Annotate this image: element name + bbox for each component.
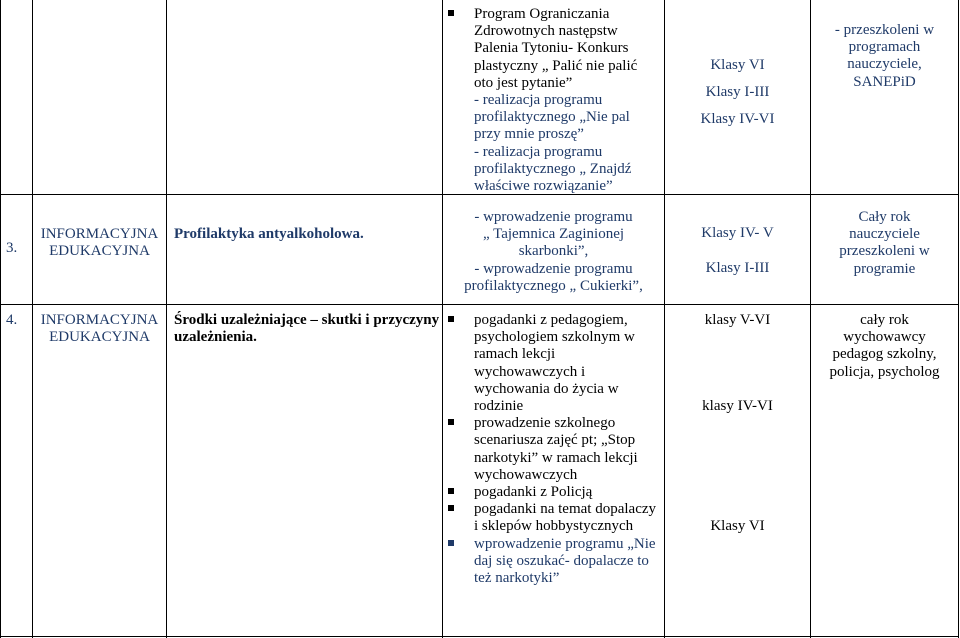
row4-area: INFORMACYJNA EDUKACYJNA [40, 312, 159, 346]
classes-cell-line: Klasy IV-VI [700, 111, 775, 127]
column-divider [166, 0, 167, 638]
row3-responsible: Cały rok nauczyciele przeszkoleni w programie [839, 209, 930, 277]
task-list [448, 312, 662, 587]
classes-cell-line: Klasy I-III [705, 84, 770, 100]
task-item: pogadanki na temat dopalaczy i sklepów hobbystycznych [448, 501, 662, 535]
top-row-responsible: - przeszkoleni w programach nauczyciele, SANEPiD [834, 22, 935, 90]
row-divider [0, 304, 959, 305]
square-bullet-icon [448, 10, 454, 16]
row3-tasks: - wprowadzenie programu „ Tajemnica Zaginionej skarbonki”, - wprowadzenie programu profilaktycznego „ Cukierki”, [464, 209, 643, 294]
task-item: wprowadzenie programu „Nie daj się oszukać- dopalacze to też narkotyki” [448, 536, 662, 588]
square-bullet-icon [448, 540, 454, 546]
row4-number: 4. [6, 312, 18, 328]
task-item: prowadzenie szkolnego scenariusza zajęć pt; „Stop narkotyki” w ramach lekcji wychowawczych [448, 415, 662, 484]
square-bullet-icon [448, 488, 454, 494]
task-item: pogadanki z Policją [448, 484, 662, 501]
row3-number: 3. [6, 240, 18, 256]
activity-item: Program Ograniczania Zdrowotnych następstw Palenia Tytoniu- Konkurs plastyczny „ Palić nie palić oto jest pytanie” - realizacja programu profilaktycznego „Nie pal przy mnie proszę” - realizacja programu profilaktycznego „ Znajdź właściwe rozwiązanie” [448, 6, 660, 195]
table-border-right [958, 0, 959, 638]
row4-classes-3: Klasy VI [710, 518, 765, 534]
row4-topic: Środki uzależniające – skutki i przyczyny uzależnienia. [174, 312, 440, 346]
row3-area: INFORMACYJNA EDUKACYJNA [40, 226, 159, 260]
table-border-bottom [0, 636, 959, 637]
square-bullet-icon [448, 419, 454, 425]
row4-tasks [448, 312, 662, 587]
top-row-activities [448, 6, 660, 195]
row3-topic: Profilaktyka antyalkoholowa. [174, 226, 364, 242]
row3-classes: Klasy IV- V Klasy I-III [701, 225, 774, 277]
activity-list [448, 6, 660, 195]
classes-cell-line: Klasy VI [710, 57, 765, 73]
task-item: pogadanki z pedagogiem, psychologiem szkolnym w ramach lekcji wychowawczych i wychowania do życia w rodzinie [448, 312, 662, 415]
square-bullet-icon [448, 505, 454, 511]
square-bullet-icon [448, 316, 454, 322]
row4-responsible: cały rok wychowawcy pedagog szkolny, policja, psycholog [829, 312, 940, 380]
row4-classes-1: klasy V-VI [704, 312, 771, 328]
row4-classes-2: klasy IV-VI [702, 398, 773, 414]
column-divider [442, 0, 443, 638]
top-row-classes [665, 55, 810, 129]
table-border-left [0, 0, 1, 638]
